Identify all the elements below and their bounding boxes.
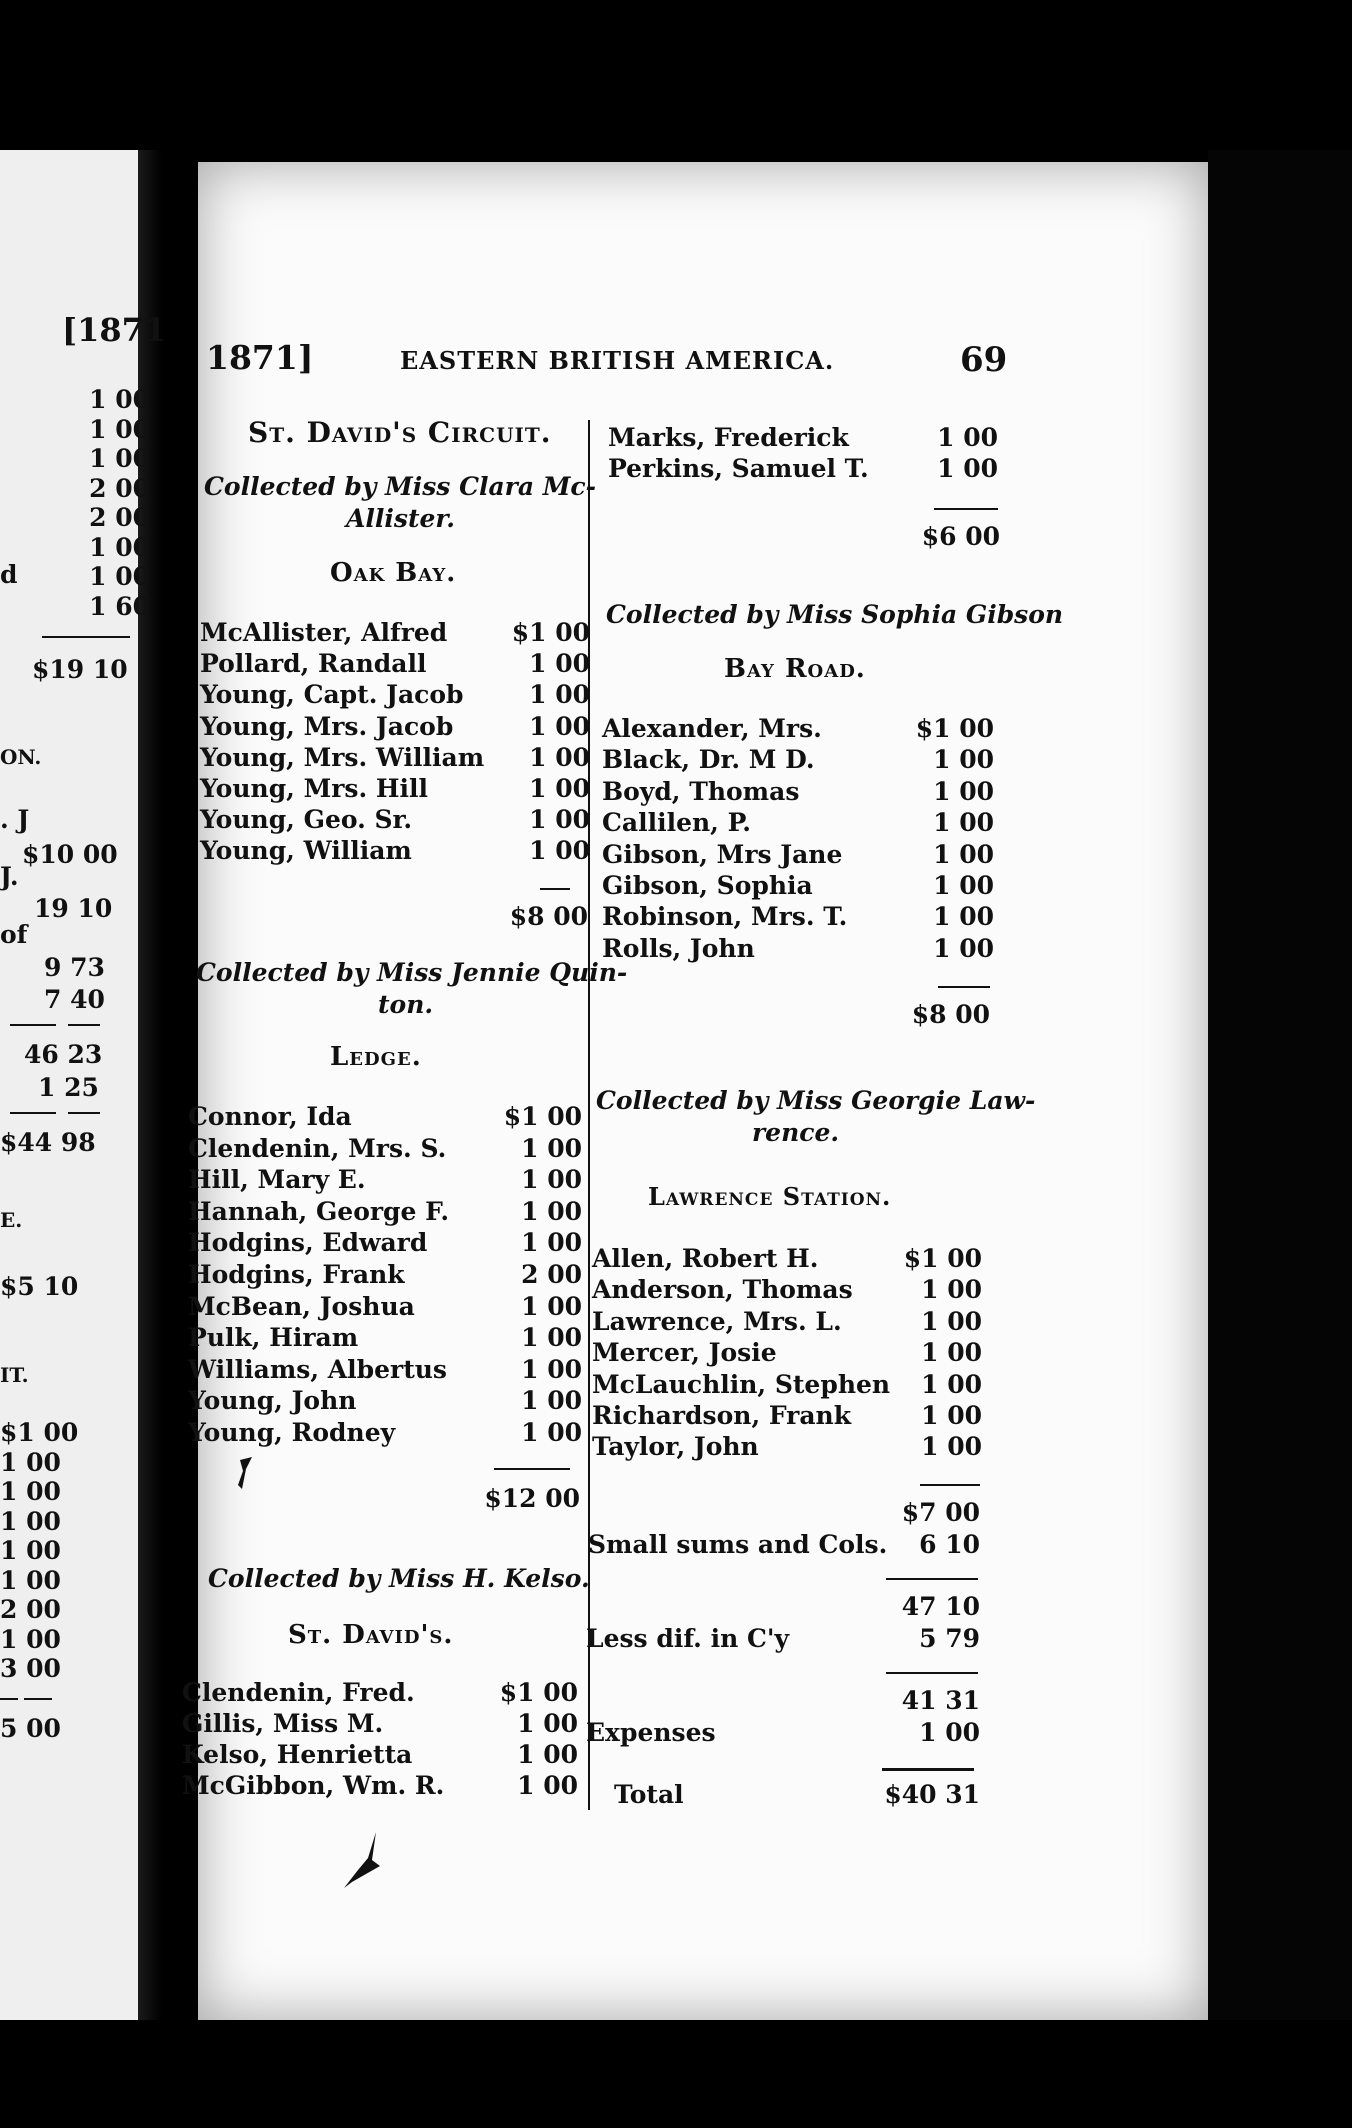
entry-amount: 1 00 xyxy=(517,1740,578,1769)
entry-amount: $1 00 xyxy=(915,714,994,743)
entry-name: Hill, Mary E. xyxy=(188,1165,366,1195)
left-amount: 1 00 xyxy=(89,385,150,414)
entry-name: Alexander, Mrs. xyxy=(602,714,822,743)
entry-name: Young, John xyxy=(188,1386,357,1416)
collector-heading: Collected by Miss Sophia Gibson xyxy=(606,600,1064,629)
entry-amount: 1 00 xyxy=(921,1432,982,1462)
entry-amount: 1 00 xyxy=(529,742,590,772)
left-total-last: 5 00 xyxy=(0,1714,61,1743)
left-amount: 2 00 xyxy=(0,1595,61,1624)
total-rule xyxy=(920,1484,980,1486)
section-total: $12 00 xyxy=(484,1484,580,1513)
entry-amount: 2 00 xyxy=(521,1260,582,1289)
entry-amount: 1 00 xyxy=(521,1196,582,1226)
entry-amount: 1 00 xyxy=(921,1401,982,1430)
entry-name: Gibson, Mrs Jane xyxy=(602,839,843,869)
entry-amount: $1 00 xyxy=(499,1678,578,1707)
left-amount: 1 00 xyxy=(0,1447,61,1477)
entry-amount: 1 00 xyxy=(921,1369,982,1399)
less-dif-label: Less dif. in C'y xyxy=(586,1624,790,1653)
collector-heading: Collected by Miss Georgie Law- xyxy=(596,1086,1036,1115)
entry-name: Richardson, Frank xyxy=(592,1401,852,1430)
collector-heading: Collected by Miss Jennie Quin- xyxy=(196,958,628,987)
left-dash xyxy=(24,1698,52,1700)
entry-amount: 1 00 xyxy=(521,1323,582,1353)
collector-heading: Collected by Miss H. Kelso. xyxy=(208,1564,590,1593)
left-fragment-j1: . J xyxy=(0,805,30,834)
entry-amount: 1 00 xyxy=(521,1165,582,1195)
total-rule xyxy=(938,986,990,988)
left-total: $19 10 xyxy=(32,655,128,684)
ink-mark xyxy=(340,1830,390,1890)
ink-mark xyxy=(230,1455,260,1495)
subtotal-1: 47 10 xyxy=(901,1592,980,1621)
section-total: $8 00 xyxy=(509,902,588,931)
entry-name: Young, Mrs. William xyxy=(200,742,485,772)
entry-name: Taylor, John xyxy=(592,1432,759,1462)
entry-amount: 1 00 xyxy=(521,1354,582,1384)
left-dash xyxy=(10,1024,56,1026)
entry-amount: 1 00 xyxy=(937,423,998,452)
entry-name: Rolls, John xyxy=(602,933,755,963)
left-fragment-d: d xyxy=(0,560,18,589)
less-dif-amount: 5 79 xyxy=(919,1624,980,1653)
entry-amount: 1 00 xyxy=(921,1338,982,1368)
header-year: 1871] xyxy=(206,338,314,377)
entry-name: Robinson, Mrs. T. xyxy=(602,902,848,932)
section-heading: Ledge. xyxy=(330,1042,422,1072)
page-number: 69 xyxy=(960,340,1008,380)
circuit-title: St. David's Circuit. xyxy=(248,416,552,449)
left-amount: 1 00 xyxy=(0,1506,61,1536)
entry-name: Marks, Frederick xyxy=(608,423,849,452)
entry-amount: 1 00 xyxy=(937,454,998,483)
subtotal-rule xyxy=(886,1578,978,1580)
entry-amount: $1 00 xyxy=(511,618,590,647)
entry-amount: 1 00 xyxy=(517,1771,578,1800)
entry-name: Young, Capt. Jacob xyxy=(200,680,464,710)
total-rule xyxy=(540,888,570,890)
left-amount: 3 00 xyxy=(0,1654,61,1683)
expenses-amount: 1 00 xyxy=(919,1718,980,1747)
left-amount: 1 00 xyxy=(89,414,150,444)
entry-name: Callilen, P. xyxy=(602,808,751,838)
entry-amount: 1 00 xyxy=(933,871,994,900)
expenses-label: Expenses xyxy=(586,1718,716,1747)
entry-name: McAllister, Alfred xyxy=(200,618,448,647)
left-amount-19: 19 10 xyxy=(34,894,113,923)
entry-amount: 1 00 xyxy=(529,649,590,679)
collector-heading: rence. xyxy=(752,1118,840,1147)
left-fragment-of: of xyxy=(0,920,28,949)
section-total: $8 00 xyxy=(911,1000,990,1029)
entry-amount: 1 00 xyxy=(521,1133,582,1163)
entry-amount: 1 00 xyxy=(921,1275,982,1305)
entry-name: Hodgins, Frank xyxy=(188,1260,405,1289)
grand-total: $40 31 xyxy=(884,1780,980,1809)
entry-name: Anderson, Thomas xyxy=(592,1275,853,1305)
left-total-44: $44 98 xyxy=(0,1128,96,1157)
entry-amount: 1 00 xyxy=(529,805,590,835)
section-total: $6 00 xyxy=(921,522,1000,551)
entry-name: Young, William xyxy=(200,836,412,866)
collector-heading: Collected by Miss Clara Mc- xyxy=(204,472,597,501)
left-dash xyxy=(68,1112,100,1114)
left-amount: 1 00 xyxy=(0,1536,61,1565)
entry-name: Clendenin, Fred. xyxy=(182,1678,415,1707)
left-fragment-it: IT. xyxy=(0,1363,29,1387)
entry-name: McBean, Joshua xyxy=(188,1291,415,1321)
entry-name: Pulk, Hiram xyxy=(188,1323,359,1353)
entry-name: Boyd, Thomas xyxy=(602,776,800,806)
section-heading: Bay Road. xyxy=(724,654,866,684)
entry-amount: 1 00 xyxy=(529,711,590,741)
entry-name: Young, Mrs. Hill xyxy=(200,774,429,803)
section-total: $7 00 xyxy=(901,1498,980,1527)
collector-heading: Allister. xyxy=(346,504,455,533)
small-sums-amount: 6 10 xyxy=(919,1530,980,1559)
entry-amount: 1 00 xyxy=(517,1709,578,1738)
section-heading: Oak Bay. xyxy=(330,558,457,588)
left-amount: 1 00 xyxy=(0,1624,61,1654)
entry-name: Clendenin, Mrs. S. xyxy=(188,1133,447,1163)
entry-amount: 1 00 xyxy=(933,745,994,775)
left-amount: 1 00 xyxy=(89,562,150,591)
entry-amount: 1 00 xyxy=(933,902,994,932)
left-fragment-on: ON. xyxy=(0,745,42,769)
entry-amount: 1 00 xyxy=(529,774,590,803)
entry-name: Mercer, Josie xyxy=(592,1338,777,1368)
entry-amount: 1 00 xyxy=(529,680,590,710)
section-heading: Lawrence Station. xyxy=(648,1182,892,1211)
left-dash xyxy=(68,1024,100,1026)
entry-name: Hodgins, Edward xyxy=(188,1228,428,1258)
left-amount-5: $5 10 xyxy=(0,1272,79,1301)
small-sums-label: Small sums and Cols. xyxy=(588,1530,888,1559)
left-amount-973: 9 73 xyxy=(44,953,105,982)
total-label: Total xyxy=(614,1780,684,1809)
entry-amount: 1 00 xyxy=(933,933,994,963)
left-dash xyxy=(0,1698,18,1700)
left-amount-740: 7 40 xyxy=(44,985,105,1014)
entry-name: Williams, Albertus xyxy=(188,1354,448,1384)
entry-amount: 1 00 xyxy=(529,836,590,866)
left-rule xyxy=(42,636,130,638)
entry-name: Gibson, Sophia xyxy=(602,871,813,900)
left-amount: 1 00 xyxy=(0,1477,61,1506)
entry-name: Young, Geo. Sr. xyxy=(200,805,413,835)
entry-amount: 1 00 xyxy=(521,1386,582,1416)
left-dash xyxy=(10,1112,56,1114)
entry-name: McGibbon, Wm. R. xyxy=(182,1771,445,1800)
left-amount: 1 00 xyxy=(0,1565,61,1595)
collector-heading: ton. xyxy=(378,990,434,1019)
entry-name: Allen, Robert H. xyxy=(592,1244,819,1273)
section-heading: St. David's. xyxy=(288,1620,454,1650)
left-fragment-j2: J. xyxy=(0,862,19,891)
left-amount: 2 00 xyxy=(89,503,150,532)
left-amount: 1 60 xyxy=(89,591,150,621)
subtotal-rule xyxy=(886,1672,978,1674)
entry-name: Hannah, George F. xyxy=(188,1196,450,1226)
entry-name: Perkins, Samuel T. xyxy=(608,454,869,483)
left-fragment-e: E. xyxy=(0,1208,23,1232)
entry-amount: 1 00 xyxy=(921,1306,982,1336)
left-amount: 2 00 xyxy=(89,473,150,503)
running-title: EASTERN BRITISH AMERICA. xyxy=(400,346,835,375)
entry-name: Black, Dr. M D. xyxy=(602,745,815,775)
left-amount-10: $10 00 xyxy=(22,840,118,869)
total-rule xyxy=(882,1768,974,1771)
entry-name: Lawrence, Mrs. L. xyxy=(592,1306,842,1336)
entry-name: Young, Rodney xyxy=(188,1418,396,1447)
entry-amount: 1 00 xyxy=(521,1228,582,1258)
left-amount: $1 00 xyxy=(0,1418,79,1447)
entry-amount: 1 00 xyxy=(521,1291,582,1321)
entry-amount: 1 00 xyxy=(933,808,994,838)
entry-name: McLauchlin, Stephen xyxy=(592,1369,891,1399)
entry-name: Gillis, Miss M. xyxy=(182,1709,384,1738)
subtotal-2: 41 31 xyxy=(901,1686,980,1715)
entry-amount: $1 00 xyxy=(903,1244,982,1273)
left-amount: 1 00 xyxy=(89,532,150,562)
entry-amount: 1 00 xyxy=(521,1418,582,1447)
total-rule xyxy=(934,508,998,510)
left-year: [1871 xyxy=(62,311,167,349)
entry-name: Kelso, Henrietta xyxy=(182,1740,413,1769)
dark-margin xyxy=(1208,150,1352,2020)
entry-amount: $1 00 xyxy=(503,1102,582,1131)
total-rule xyxy=(494,1468,570,1470)
entry-amount: 1 00 xyxy=(933,776,994,806)
left-amount-4623: 46 23 xyxy=(24,1040,103,1069)
entry-name: Young, Mrs. Jacob xyxy=(200,711,454,741)
entry-name: Pollard, Randall xyxy=(200,649,427,679)
entry-amount: 1 00 xyxy=(933,839,994,869)
left-amount-125: 1 25 xyxy=(38,1073,99,1102)
left-amount: 1 00 xyxy=(89,444,150,473)
entry-name: Connor, Ida xyxy=(188,1102,352,1131)
